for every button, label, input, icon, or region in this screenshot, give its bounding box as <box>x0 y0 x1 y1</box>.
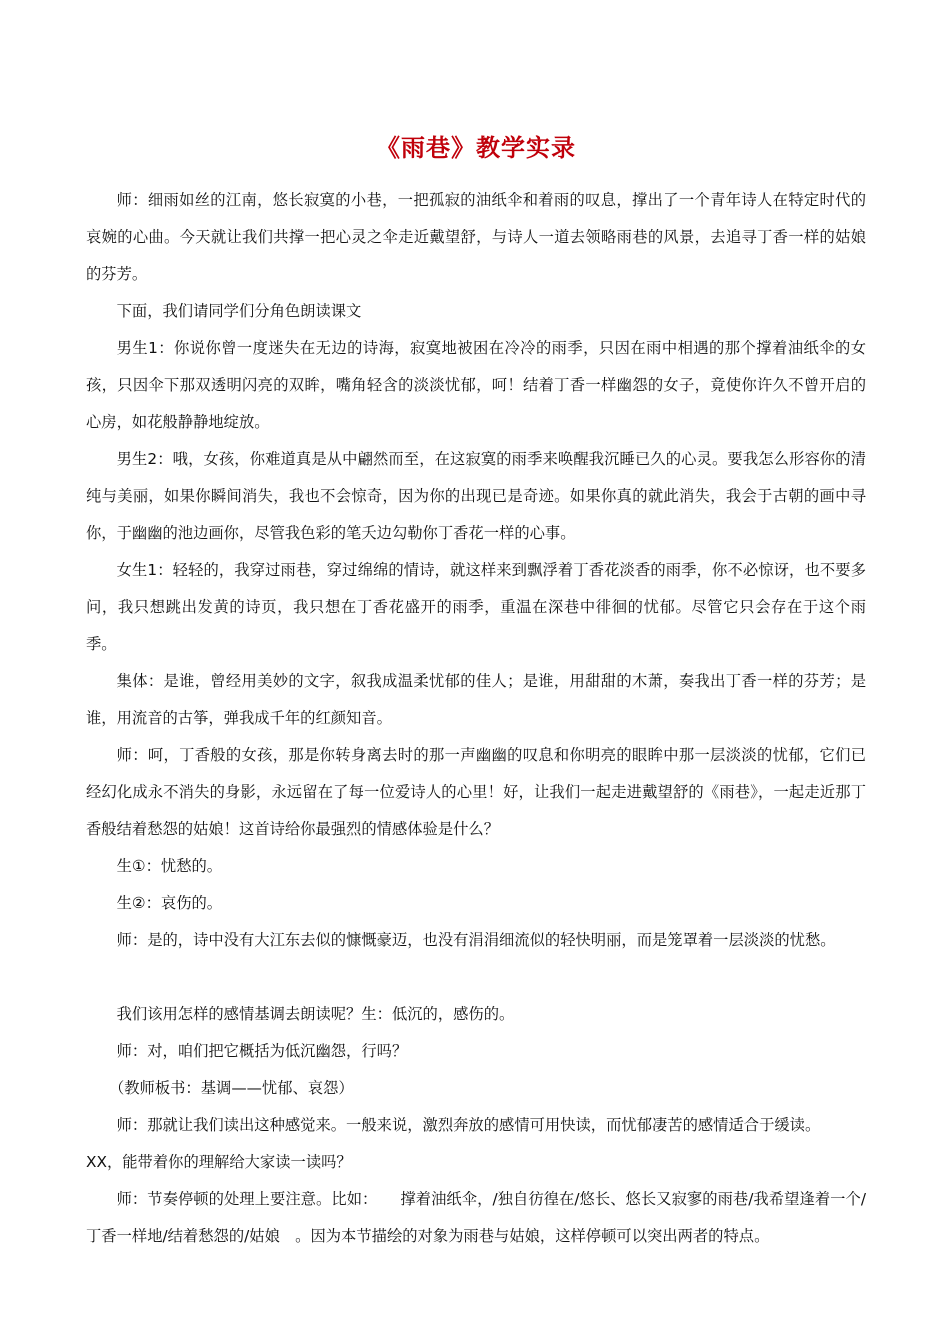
paragraph: 师：呵，丁香般的女孩，那是你转身离去时的那一声幽幽的叹息和你明亮的眼眸中那一层淡淡的忧郁，它们已经幻化成永不消失的身影，永远留在了每一位爱诗人的心里！好，让我们一起走进戴望舒的《雨巷》，一起走近那丁香般结着愁怨的姑娘！这首诗给你最强烈的情感体验是什么？ <box>86 746 866 838</box>
paragraph: 女生1：轻轻的，我穿过雨巷，穿过绵绵的情诗，就这样来到飘浮着丁香花淡香的雨季，你不必惊讶，也不要多问，我只想跳出发黄的诗页，我只想在丁香花盛开的雨季，重温在深巷中徘徊的忧郁。尽管它只会存在于这个雨季。 <box>86 561 866 653</box>
paragraph: 师：那就让我们读出这种感觉来。一般来说，激烈奔放的感情可用快读，而忧郁凄苦的感情适合于缓读。 <box>116 1116 821 1134</box>
paragraph: 生①：忧愁的。 <box>116 857 223 875</box>
document-body <box>86 182 866 1255</box>
paragraph: 男生2：哦，女孩，你难道真是从中翩然而至，在这寂寞的雨季来唤醒我沉睡已久的心灵。要我怎么形容你的清纯与美丽，如果你瞬间消失，我也不会惊奇，因为你的出现已是奇迹。如果你真的就此消失，我会于古朝的画中寻你，于幽幽的池边画你，尽管我色彩的笔夭边勾勒你丁香花一样的心事。 <box>86 450 866 542</box>
paragraph: 集体：是谁，曾经用美妙的文字，叙我成温柔忧郁的佳人；是谁，用甜甜的木萧，奏我出丁香一样的芬芳；是谁，用流音的古筝，弹我成千年的红颜知音。 <box>86 672 866 727</box>
paragraph: 生②：哀伤的。 <box>116 894 223 912</box>
paragraph: XX，能带着你的理解给大家读一读吗？ <box>86 1153 352 1171</box>
paragraph: 下面，我们请同学们分角色朗读课文 <box>116 302 362 320</box>
paragraph: 师：是的，诗中没有大江东去似的慷慨豪迈，也没有涓涓细流似的轻快明丽，而是笼罩着一层淡淡的忧愁。 <box>116 931 836 949</box>
document-title: 《雨巷》教学实录 <box>376 134 576 162</box>
paragraph: 我们该用怎样的感情基调去朗读呢？生：低沉的，感伤的。 <box>116 1005 515 1023</box>
paragraph: 师：对，咱们把它概括为低沉幽怨，行吗？ <box>116 1042 408 1060</box>
paragraph: 师：细雨如丝的江南，悠长寂寞的小巷，一把孤寂的油纸伞和着雨的叹息，撑出了一个青年诗人在特定时代的哀婉的心曲。今天就让我们共撑一把心灵之伞走近戴望舒，与诗人一道去领略雨巷的风景，去追寻丁香一样的姑娘的芬芳。 <box>86 191 866 283</box>
paragraph: （教师板书：基调——忧郁、哀怨） <box>108 1079 354 1097</box>
paragraph: 师：节奏停顿的处理上要注意。比如： 撑着油纸伞，/独自彷徨在/悠长、悠长又寂寥的雨巷/我希望逢着一个/丁香一样地/结着愁怨的/姑娘 。因为本节描绘的对象为雨巷与姑娘，这样停顿可以突出两者的特点。 <box>86 1190 866 1245</box>
paragraph: 男生1：你说你曾一度迷失在无边的诗海，寂寞地被困在冷冷的雨季，只因在雨中相遇的那个撑着油纸伞的女孩，只因伞下那双透明闪亮的双眸，嘴角轻含的淡淡忧郁，呵！结着丁香一样幽怨的女子，竟使你许久不曾开启的心房，如花般静静地绽放。 <box>86 339 866 431</box>
